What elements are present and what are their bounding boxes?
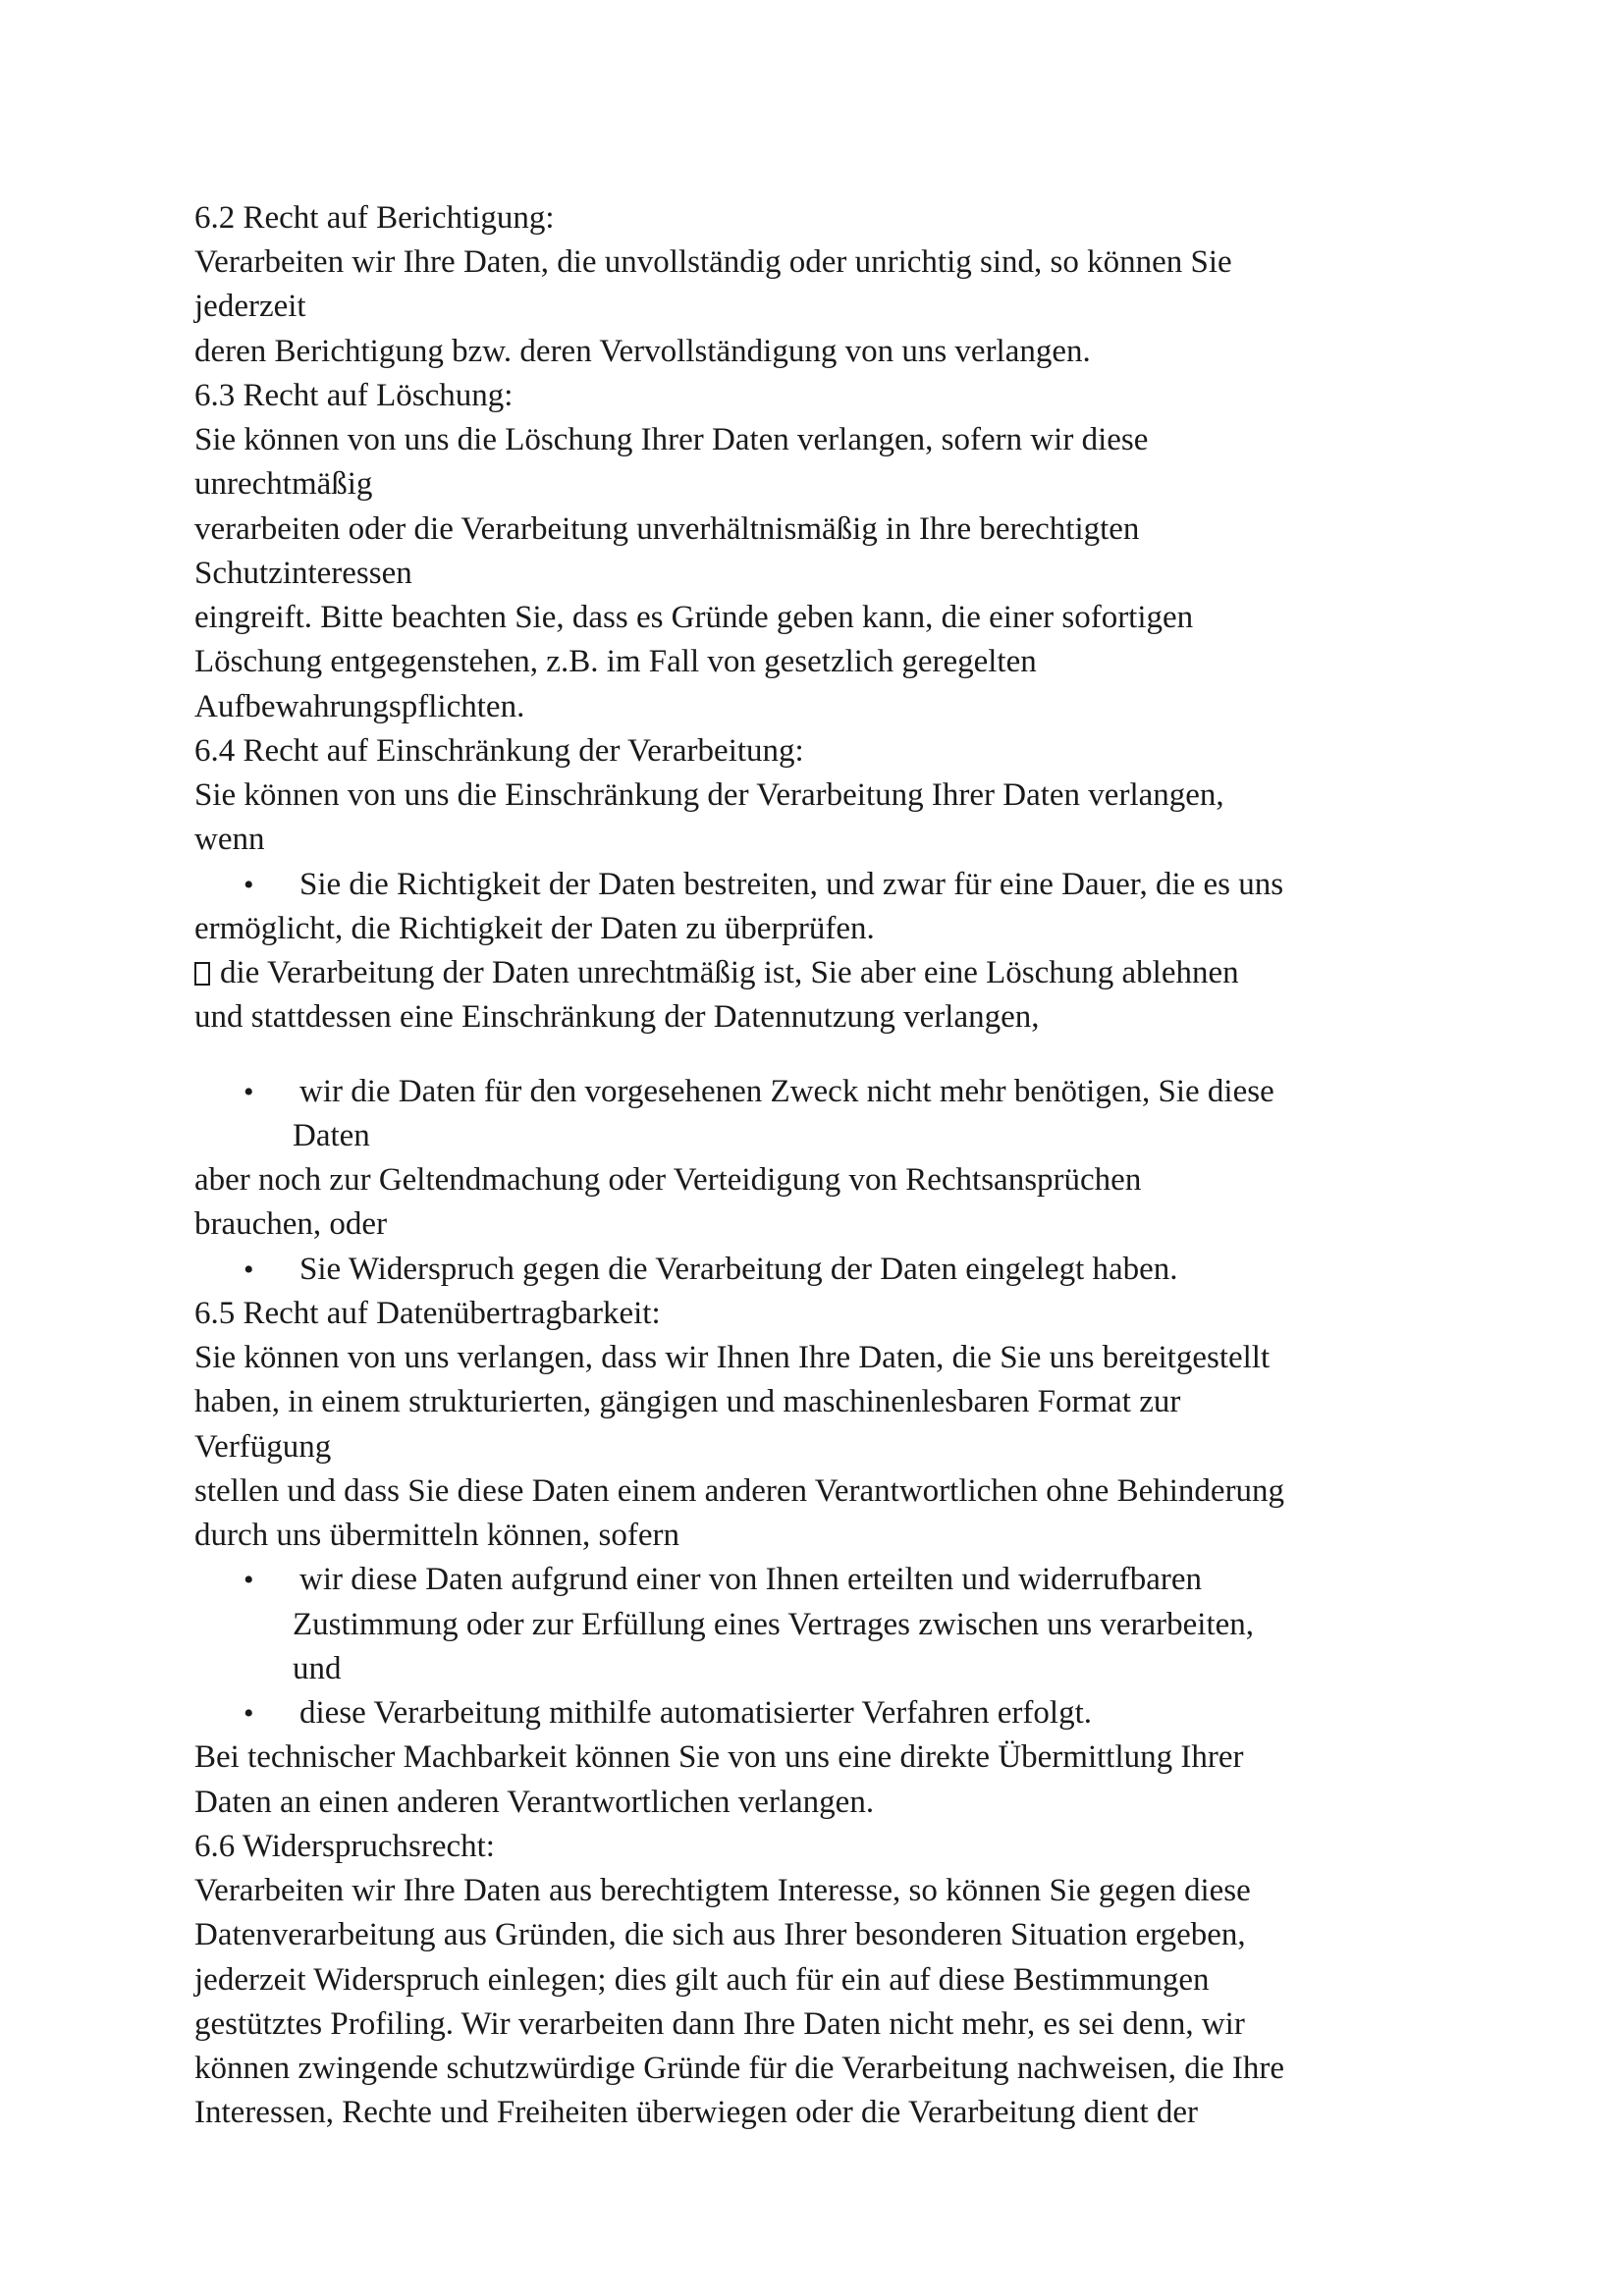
- paragraph-line: brauchen, oder: [194, 1206, 388, 1242]
- missing-glyph-icon: [194, 962, 210, 986]
- paragraph-line: Löschung entgegenstehen, z.B. im Fall von gesetzlich geregelten: [194, 644, 1037, 679]
- bullet-icon: •: [244, 1254, 254, 1286]
- bullet-icon: •: [244, 1697, 254, 1730]
- paragraph-line: Daten an einen anderen Verantwortlichen verlangen.: [194, 1785, 875, 1820]
- paragraph-line: Sie können von uns verlangen, dass wir Ihnen Ihre Daten, die Sie uns bereitgestellt: [194, 1340, 1271, 1375]
- bullet-icon: •: [244, 869, 254, 901]
- paragraph-line: Interessen, Rechte und Freiheiten überwiegen oder die Verarbeitung dient der: [194, 2095, 1199, 2130]
- paragraph-line: Datenverarbeitung aus Gründen, die sich aus Ihrer besonderen Situation ergeben,: [194, 1917, 1246, 1952]
- bullet-icon: •: [244, 1564, 254, 1596]
- section-heading-6-6: 6.6 Widerspruchsrecht:: [194, 1829, 495, 1864]
- bullet-icon: •: [244, 1076, 254, 1108]
- list-item: Sie die Richtigkeit der Daten bestreiten, und zwar für eine Dauer, die es uns: [299, 867, 1284, 902]
- section-heading-6-2: 6.2 Recht auf Berichtigung:: [194, 200, 555, 236]
- paragraph-line: verarbeiten oder die Verarbeitung unverhältnismäßig in Ihre berechtigten: [194, 511, 1140, 547]
- paragraph-line: Bei technischer Machbarkeit können Sie von uns eine direkte Übermittlung Ihrer: [194, 1739, 1244, 1775]
- list-item-wrap: Daten: [293, 1118, 370, 1153]
- paragraph-line: ermöglicht, die Richtigkeit der Daten zu überprüfen.: [194, 911, 875, 946]
- list-item-wrap: Zustimmung oder zur Erfüllung eines Vertrages zwischen uns verarbeiten,: [293, 1607, 1255, 1642]
- section-heading-6-3: 6.3 Recht auf Löschung:: [194, 378, 514, 413]
- list-item: [194, 951, 1239, 995]
- paragraph-line: jederzeit Widerspruch einlegen; dies gilt auch für ein auf diese Bestimmungen: [194, 1962, 1210, 1998]
- paragraph-line: Aufbewahrungspflichten.: [194, 689, 525, 724]
- paragraph-line: wenn: [194, 822, 265, 857]
- paragraph-line: Verfügung: [194, 1429, 332, 1465]
- paragraph-line: Sie können von uns die Einschränkung der Verarbeitung Ihrer Daten verlangen,: [194, 777, 1224, 813]
- paragraph-line: durch uns übermitteln können, sofern: [194, 1518, 679, 1553]
- paragraph-line: unrechtmäßig: [194, 466, 373, 502]
- paragraph-line: haben, in einem strukturierten, gängigen und maschinenlesbaren Format zur: [194, 1384, 1181, 1419]
- paragraph-line: Sie können von uns die Löschung Ihrer Daten verlangen, sofern wir diese: [194, 422, 1149, 457]
- paragraph-line: aber noch zur Geltendmachung oder Verteidigung von Rechtsansprüchen: [194, 1162, 1142, 1198]
- paragraph-line: stellen und dass Sie diese Daten einem anderen Verantwortlichen ohne Behinderung: [194, 1473, 1285, 1509]
- paragraph-line: eingreift. Bitte beachten Sie, dass es Gründe geben kann, die einer sofortigen: [194, 600, 1194, 635]
- paragraph-line: deren Berichtigung bzw. deren Vervollständigung von uns verlangen.: [194, 334, 1091, 369]
- list-item-wrap: und: [293, 1651, 342, 1686]
- paragraph-line: jederzeit: [194, 289, 306, 324]
- list-item: wir die Daten für den vorgesehenen Zweck nicht mehr benötigen, Sie diese: [299, 1074, 1274, 1109]
- section-heading-6-4: 6.4 Recht auf Einschränkung der Verarbeitung:: [194, 733, 804, 769]
- paragraph-line: Schutzinteressen: [194, 556, 412, 591]
- list-item-text: die Verarbeitung der Daten unrechtmäßig ist, Sie aber eine Löschung ablehnen: [220, 955, 1239, 990]
- paragraph-line: Verarbeiten wir Ihre Daten, die unvollständig oder unrichtig sind, so können Sie: [194, 244, 1232, 280]
- list-item: Sie Widerspruch gegen die Verarbeitung der Daten eingelegt haben.: [299, 1252, 1178, 1287]
- list-item: diese Verarbeitung mithilfe automatisierter Verfahren erfolgt.: [299, 1695, 1092, 1731]
- paragraph-line: können zwingende schutzwürdige Gründe für die Verarbeitung nachweisen, die Ihre: [194, 2051, 1284, 2086]
- paragraph-line: gestütztes Profiling. Wir verarbeiten dann Ihre Daten nicht mehr, es sei denn, wir: [194, 2006, 1245, 2042]
- paragraph-line: und stattdessen eine Einschränkung der Datennutzung verlangen,: [194, 999, 1040, 1035]
- paragraph-line: Verarbeiten wir Ihre Daten aus berechtigtem Interesse, so können Sie gegen diese: [194, 1873, 1251, 1908]
- list-item: wir diese Daten aufgrund einer von Ihnen erteilten und widerrufbaren: [299, 1562, 1203, 1597]
- section-heading-6-5: 6.5 Recht auf Datenübertragbarkeit:: [194, 1296, 661, 1331]
